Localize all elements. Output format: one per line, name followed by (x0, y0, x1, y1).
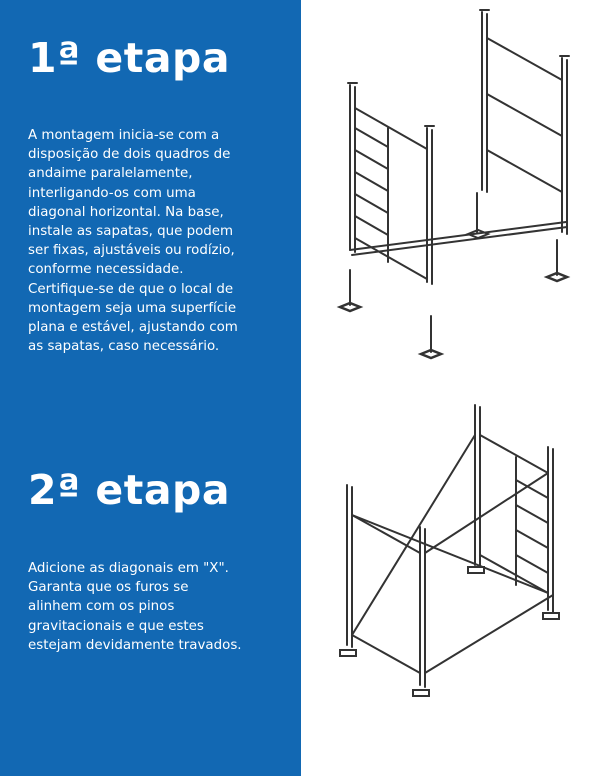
x-diagonal-braces (352, 435, 553, 673)
blue-text-panel (0, 0, 301, 776)
front-frame (347, 485, 425, 687)
step-1-heading: 1ª etapa (28, 34, 231, 82)
back-frame (480, 10, 569, 234)
step-2-heading: 2ª etapa (28, 466, 231, 514)
horizontal-diagonal-brace (350, 222, 567, 255)
base-jacks (340, 193, 567, 358)
step-2-description: Adicione as diagonais em "X". Garanta que os furos se alinhem com os pinos gravitacionais e que estes estejam devidamente travados. (28, 561, 242, 653)
base-jacks (340, 567, 559, 696)
scaffold-frames-illustration (320, 0, 609, 380)
back-frame (475, 405, 553, 612)
scaffold-x-diagonals-illustration (320, 395, 609, 725)
step-1-description: A montagem inicia-se com a disposição de dois quadros de andaime paralelamente, interligando-os com uma diagonal horizontal. Na base, instale as sapatas, que podem ser fixas, ajustáveis ou rodízio, conforme necessidade. Certifique-se de que o local de montagem seja uma superfície plana e estável, ajustando com as sapatas, caso necessário. (28, 128, 238, 355)
